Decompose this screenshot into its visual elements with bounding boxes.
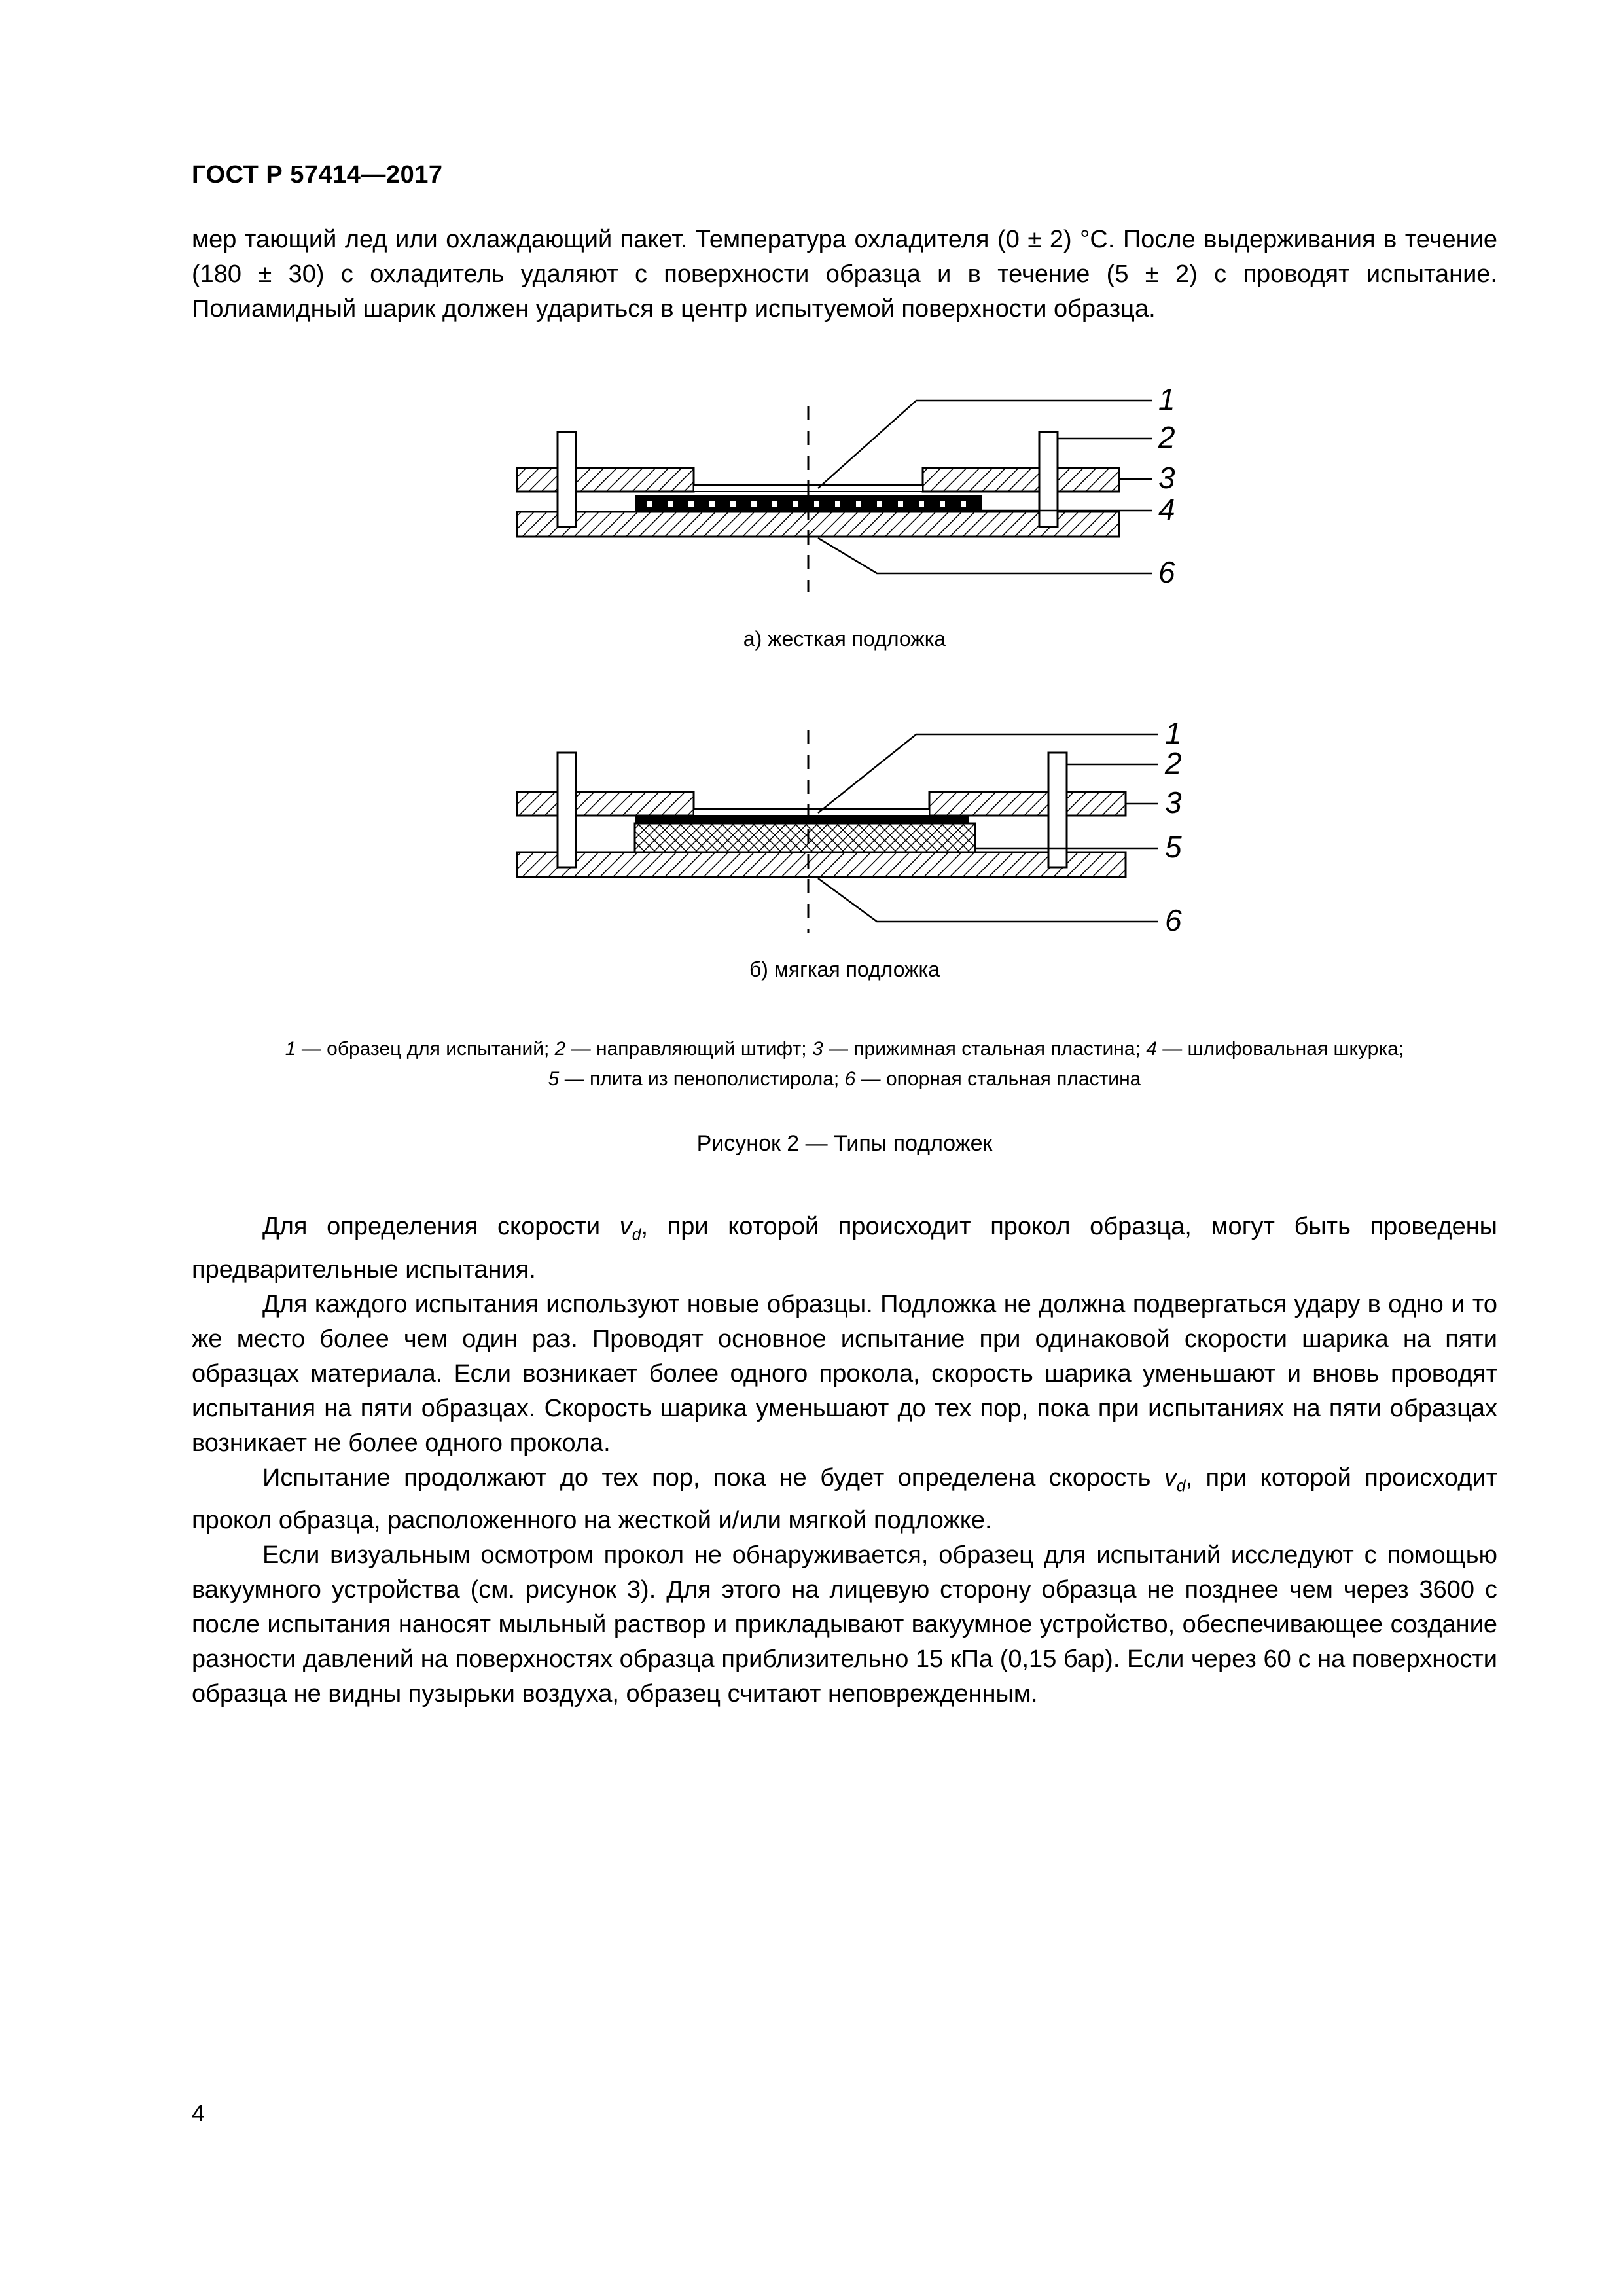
legend-text: — образец для испытаний;: [296, 1038, 555, 1060]
guide-pin-left: [558, 432, 576, 527]
figure-b-soft-substrate: [497, 694, 1191, 956]
var-v: v: [619, 1213, 632, 1240]
pressing-plate-right: [923, 468, 1119, 492]
figure-b-caption: б) мягкая подложка: [749, 958, 940, 981]
legend-line-2: [192, 1064, 1497, 1094]
text-run: Для определения скорости: [262, 1213, 620, 1240]
figure-legend: [192, 1034, 1497, 1094]
var-v: v: [1164, 1463, 1177, 1492]
label-1: 1: [1158, 382, 1175, 416]
label-2: 2: [1165, 746, 1182, 780]
label-1: 1: [1165, 716, 1182, 750]
text-run: , при которой происходит прокол образца, расположенного на жесткой и/или мягкой подложке.: [192, 1463, 1498, 1535]
legend-text: — прижимная стальная пластина;: [823, 1038, 1147, 1060]
body-paragraph-1: [192, 1210, 1497, 1287]
label-3: 3: [1165, 785, 1182, 819]
label-2: 2: [1158, 420, 1175, 454]
var-subscript: d: [1176, 1477, 1186, 1496]
pressing-plate-left: [517, 468, 694, 492]
label-4: 4: [1158, 492, 1175, 526]
body-paragraph-4: Если визуальным осмотром прокол не обнаруживается, образец для испытаний исследуют с помощью вакуумного устройства (см. рисунок 3). Для этого на лицевую сторону образца не позднее чем через 3600 с после испытания наносят мыльный раствор и прикладывают вакуумное устройство, обеспечивающее создание разности давлений на поверхностях образца приблизительно 15 кПа (0,15 бар). Если через 60 с на поверхности образца не видны пузырьки воздуха, образец считают неповрежденным.: [192, 1541, 1497, 1708]
figure-a-diagram: [497, 367, 1191, 615]
text-run: , при которой происходит прокол образца, могут быть проведены предварительные испытания.: [192, 1213, 1497, 1283]
body-paragraph-3: [192, 1461, 1497, 1539]
legend-num: 2: [554, 1038, 566, 1060]
legend-num: 4: [1146, 1038, 1157, 1060]
top-paragraph-text: мер тающий лед или охлаждающий пакет. Температура охладителя (0 ± 2) °C. После выдерживания в течение (180 ± 30) с охладитель удаляют с поверхности образца и в течение (5 ± 2) с проводят испытание. Полиамидный шарик должен удариться в центр испытуемой поверхности образца.: [192, 226, 1497, 323]
legend-text: — плита из пенополистирола;: [559, 1068, 845, 1090]
guide-pin-left: [558, 753, 576, 867]
legend-num: 6: [844, 1068, 856, 1090]
pressing-plate-right: [929, 792, 1126, 816]
guide-pin-right: [1039, 432, 1058, 527]
label-6: 6: [1165, 903, 1182, 937]
legend-text: — шлифовальная шкурка;: [1156, 1038, 1404, 1060]
label-6: 6: [1158, 555, 1175, 589]
figure-b-diagram: [497, 694, 1191, 956]
figure-title: Рисунок 2 — Типы подложек: [696, 1131, 993, 1156]
legend-num: 5: [548, 1068, 560, 1090]
label-5: 5: [1165, 830, 1182, 864]
support-plate: [517, 512, 1119, 537]
var-subscript: d: [632, 1226, 641, 1244]
legend-text: — опорная стальная пластина: [855, 1068, 1141, 1090]
page-number: 4: [192, 2100, 205, 2126]
top-paragraph: [192, 223, 1497, 327]
polystyrene-plate: [635, 823, 975, 852]
standard-header: ГОСТ Р 57414—2017: [192, 161, 443, 188]
guide-pin-right: [1048, 753, 1067, 867]
specimen-strip: [635, 816, 969, 823]
label-3: 3: [1158, 461, 1175, 495]
figure-a-rigid-substrate: [497, 367, 1191, 615]
figure-a-caption: а) жесткая подложка: [743, 627, 946, 651]
legend-num: 1: [285, 1038, 296, 1060]
pressing-plate-left: [517, 792, 694, 816]
text-run: Испытание продолжают до тех пор, пока не будет определена скорость: [262, 1463, 1164, 1492]
body-text: [192, 1210, 1497, 1712]
legend-line-1: [192, 1034, 1497, 1064]
legend-num: 3: [812, 1038, 823, 1060]
specimen: [694, 809, 929, 816]
body-paragraph-2: Для каждого испытания используют новые образцы. Подложка не должна подвергаться удару в одно и то же место более чем один раз. Проводят основное испытание при одинаковой скорости шарика на пяти образцах материала. Если возникает более одного прокола, скорость шарика уменьшают и вновь проводят испытания на пяти образцах. Скорость шарика уменьшают до тех пор, пока при испытаниях на пяти образцах возникает не более одного прокола.: [192, 1290, 1497, 1457]
support-plate: [517, 852, 1126, 877]
legend-text: — направляющий штифт;: [565, 1038, 812, 1060]
